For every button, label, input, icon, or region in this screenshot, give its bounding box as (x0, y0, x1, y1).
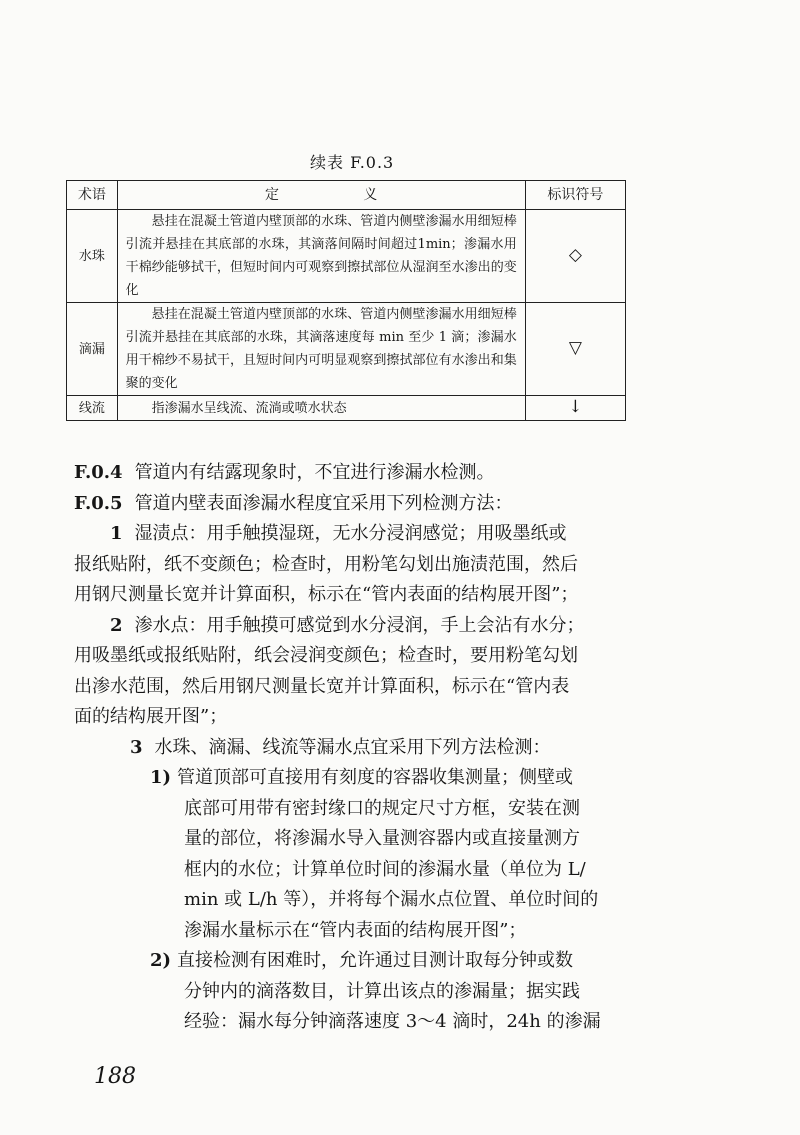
item-2-line (74, 611, 634, 642)
item-2-line: 面的结构展开图”； (74, 706, 228, 727)
definition-text: 悬挂在混凝土管道内壁顶部的水珠、管道内侧壁渗漏水用细短棒引流并悬挂在其底部的水珠，其滴落间隔时间超过1min；渗漏水用干棉纱能够拭干，但短时间内可观察到擦拭部位从湿润至水渗出的变化 (125, 214, 517, 298)
sub-item-2-line (74, 946, 634, 977)
definition-text: 指渗漏水呈线流、流淌或喷水状态 (151, 400, 347, 416)
table-caption: 续表 F.0.3 (310, 153, 395, 172)
item-1-line (74, 519, 634, 550)
definition-cell (117, 210, 525, 303)
body-text (74, 458, 634, 1038)
terms-table (66, 180, 626, 421)
sub-item-number: 2) (150, 950, 172, 971)
header-symbol: 标识符号 (525, 181, 625, 210)
diamond-symbol-icon: ◇ (568, 245, 582, 265)
table-row (67, 396, 626, 421)
sub-item-1-line: 底部可用带有密封缘口的规定尺寸方框，安装在测 (184, 797, 580, 819)
symbol-cell (525, 210, 625, 303)
symbol-cell (525, 303, 625, 396)
sub-item-2-line: 经验：漏水每分钟滴落速度 3～4 滴时，24h 的渗漏 (184, 1011, 601, 1032)
sub-item-1-line: 渗漏水量标示在“管内表面的结构展开图”； (184, 919, 527, 941)
definition-cell (117, 396, 525, 421)
sub-item-2-line: 分钟内的滴落数目，计算出该点的渗漏量；据实践 (184, 980, 580, 1002)
clause-f04 (74, 458, 634, 489)
page-number: 188 (94, 1064, 136, 1089)
item-2-line: 用吸墨纸或报纸贴附，纸会浸润变颜色；检查时，要用粉笔勾划 (74, 645, 578, 666)
sub-item-number: 1) (150, 767, 172, 788)
item-number: 1 (110, 523, 123, 544)
clause-number: F.0.4 (74, 462, 123, 483)
sub-item-1-line: min 或 L/h 等），并将每个漏水点位置、单位时间的 (184, 889, 599, 910)
item-text: 渗水点：用手触摸可感觉到水分浸润，手上会沾有水分； (134, 614, 585, 636)
item-1-line: 用钢尺测量长宽并计算面积，标示在“管内表面的结构展开图”； (74, 584, 579, 605)
sub-item-text: 直接检测有困难时，允许通过目测计取每分钟或数 (177, 950, 574, 971)
sub-item-1-line (74, 763, 634, 794)
clause-text: 管道内有结露现象时，不宜进行渗漏水检测。 (134, 462, 495, 483)
definition-text: 悬挂在混凝土管道内壁顶部的水珠、管道内侧壁渗漏水用细短棒引流并悬挂在其底部的水珠，其滴落速度每 min 至少 1 滴；渗漏水用干棉纱不易拭干，且短时间内可明显观察到擦拭部位有水渗出和集聚的变化 (125, 307, 517, 391)
clause-text: 管道内壁表面渗漏水程度宜采用下列检测方法： (134, 492, 513, 514)
header-definition: 定 义 (117, 181, 525, 210)
item-3-line (74, 733, 634, 764)
item-number: 2 (110, 614, 123, 636)
clause-number: F.0.5 (74, 492, 123, 514)
term-cell: 滴漏 (67, 303, 118, 396)
item-text: 湿渍点：用手触摸湿斑，无水分浸润感觉；用吸墨纸或 (134, 523, 567, 544)
sub-item-1-line: 框内的水位；计算单位时间的渗漏水量（单位为 L/ (184, 858, 586, 880)
header-term: 术语 (67, 181, 118, 210)
sub-item-1-line: 量的部位，将渗漏水导入量测容器内或直接量测方 (184, 828, 580, 849)
sub-item-text: 管道顶部可直接用有刻度的容器收集测量；侧壁或 (177, 767, 574, 788)
item-1-line: 报纸贴附，纸不变颜色；检查时，用粉笔勾划出施渍范围，然后 (74, 553, 578, 575)
table-header-row (67, 181, 626, 210)
symbol-cell (525, 396, 625, 421)
term-cell: 水珠 (67, 210, 118, 303)
triangle-symbol-icon: ▽ (568, 338, 582, 358)
arrow-down-symbol-icon: ↓ (568, 397, 583, 417)
term-cell: 线流 (67, 396, 118, 421)
item-number: 3 (130, 736, 143, 758)
definition-cell (117, 303, 525, 396)
table-row (67, 303, 626, 396)
clause-f05 (74, 489, 634, 520)
table-row (67, 210, 626, 303)
item-2-line: 出渗水范围，然后用钢尺测量长宽并计算面积，标示在“管内表 (74, 675, 570, 697)
item-text: 水珠、滴漏、线流等漏水点宜采用下列方法检测： (154, 736, 551, 758)
